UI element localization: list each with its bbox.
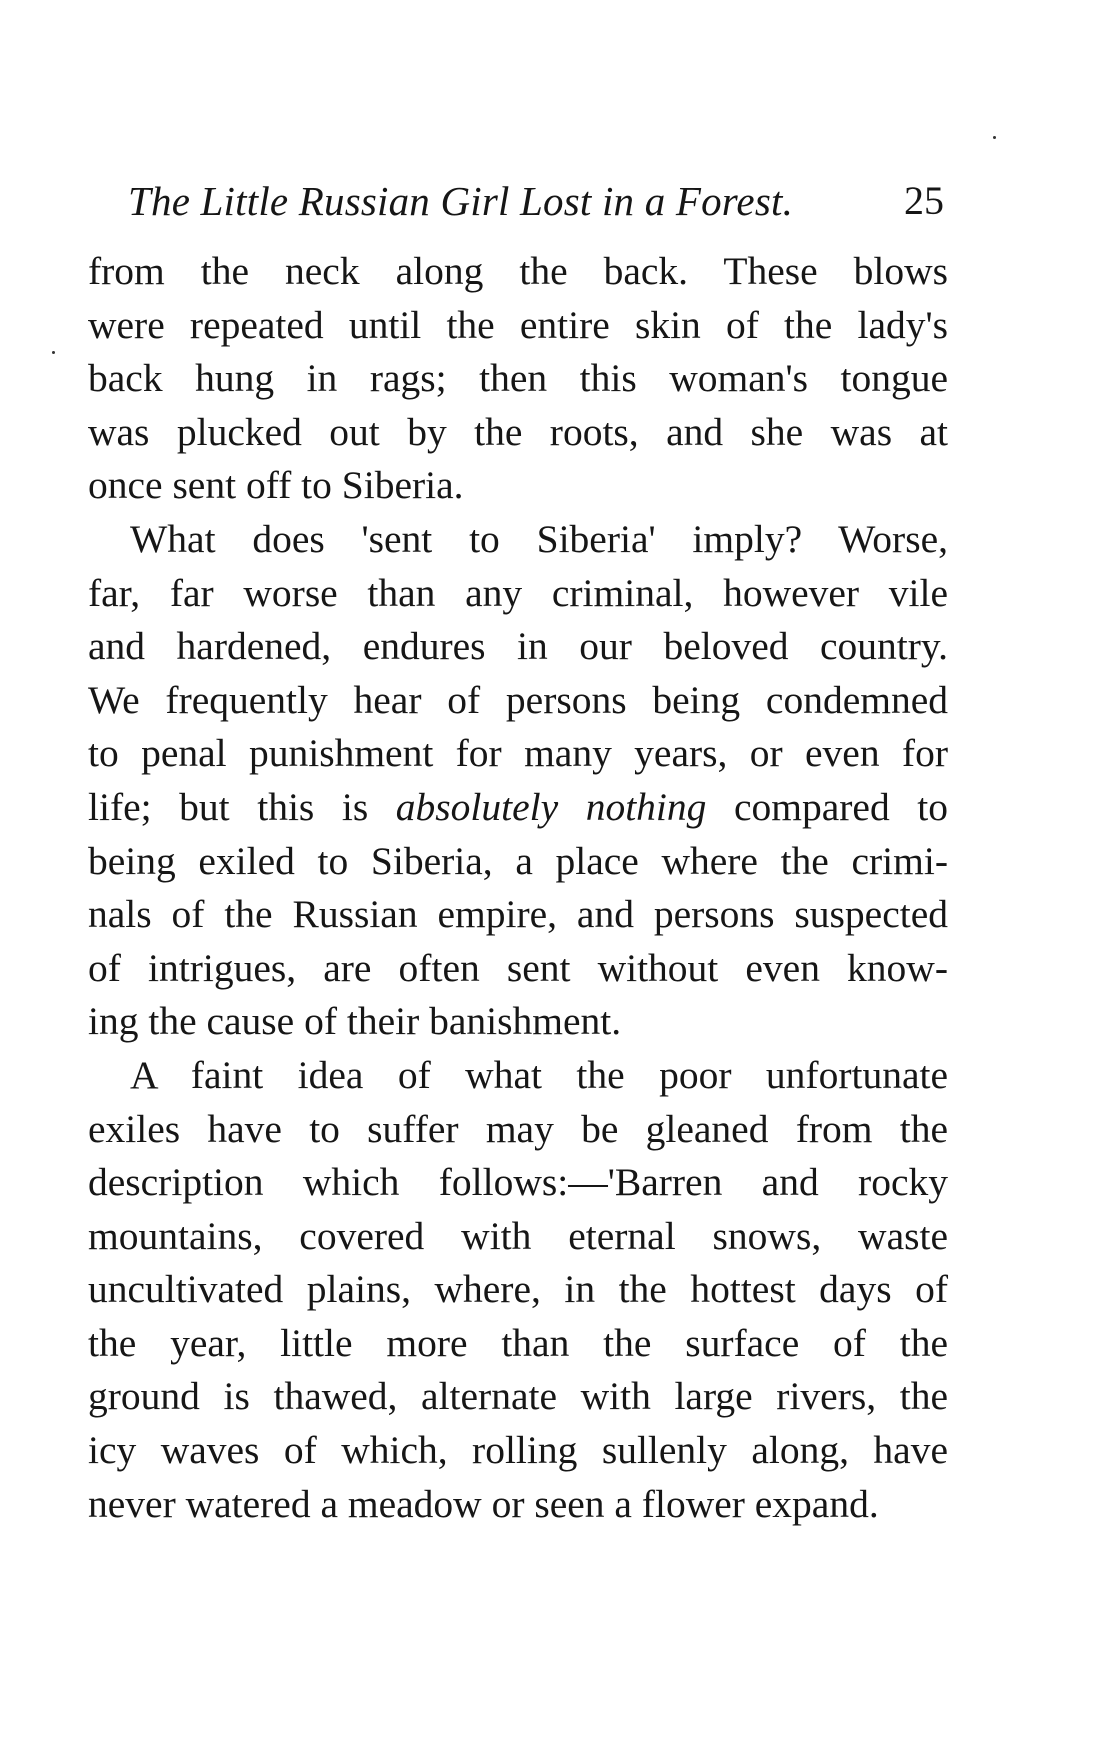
text-line: back hung in rags; then this woman's tongue bbox=[88, 356, 948, 401]
emphasized-text: absolutely nothing bbox=[395, 784, 707, 829]
text-line: never watered a meadow or seen a flower expand. bbox=[88, 1481, 879, 1526]
text-line: far, far worse than any criminal, however vile bbox=[88, 570, 948, 615]
text-line: and hardened, endures in our beloved country. bbox=[88, 624, 948, 669]
text-line: the year, little more than the surface of the bbox=[88, 1320, 948, 1365]
text-line: We frequently hear of persons being condemned bbox=[88, 677, 948, 722]
text-line: was plucked out by the roots, and she was at bbox=[88, 409, 948, 454]
text-line: to penal punishment for many years, or even for bbox=[88, 731, 948, 776]
scan-speck bbox=[993, 136, 996, 139]
text-line: icy waves of which, rolling sullenly along, have bbox=[88, 1428, 948, 1473]
text-line: from the neck along the back. These blows bbox=[88, 249, 948, 293]
text-line: being exiled to Siberia, a place where the crimi- bbox=[88, 838, 948, 883]
text-line: exiles have to suffer may be gleaned from the bbox=[88, 1106, 948, 1151]
text-line: nals of the Russian empire, and persons suspected bbox=[88, 892, 948, 937]
text-line: of intrigues, are often sent without even know- bbox=[88, 945, 948, 990]
text-line: ground is thawed, alternate with large rivers, the bbox=[88, 1374, 948, 1419]
running-header bbox=[128, 171, 948, 231]
text-line: uncultivated plains, where, in the hottest days of bbox=[88, 1267, 948, 1312]
text-segment: life; but this is bbox=[88, 784, 396, 829]
text-line bbox=[88, 781, 948, 835]
book-page bbox=[88, 0, 948, 1740]
chapter-title: The Little Russian Girl Lost in a Forest. bbox=[128, 178, 794, 224]
text-line: ing the cause of their banishment. bbox=[88, 999, 622, 1044]
text-line: A faint idea of what the poor unfortunate bbox=[130, 1052, 948, 1097]
text-line: description which follows:—'Barren and rocky bbox=[88, 1160, 948, 1205]
text-line: mountains, covered with eternal snows, waste bbox=[88, 1213, 948, 1258]
body-text bbox=[88, 245, 948, 1531]
text-line: were repeated until the entire skin of the lady's bbox=[88, 302, 948, 347]
text-line: once sent off to Siberia. bbox=[88, 463, 464, 508]
page-number: 25 bbox=[904, 178, 944, 223]
text-segment: compared to bbox=[706, 784, 949, 829]
scan-speck bbox=[52, 351, 55, 354]
text-line: What does 'sent to Siberia' imply? Worse, bbox=[130, 516, 948, 561]
